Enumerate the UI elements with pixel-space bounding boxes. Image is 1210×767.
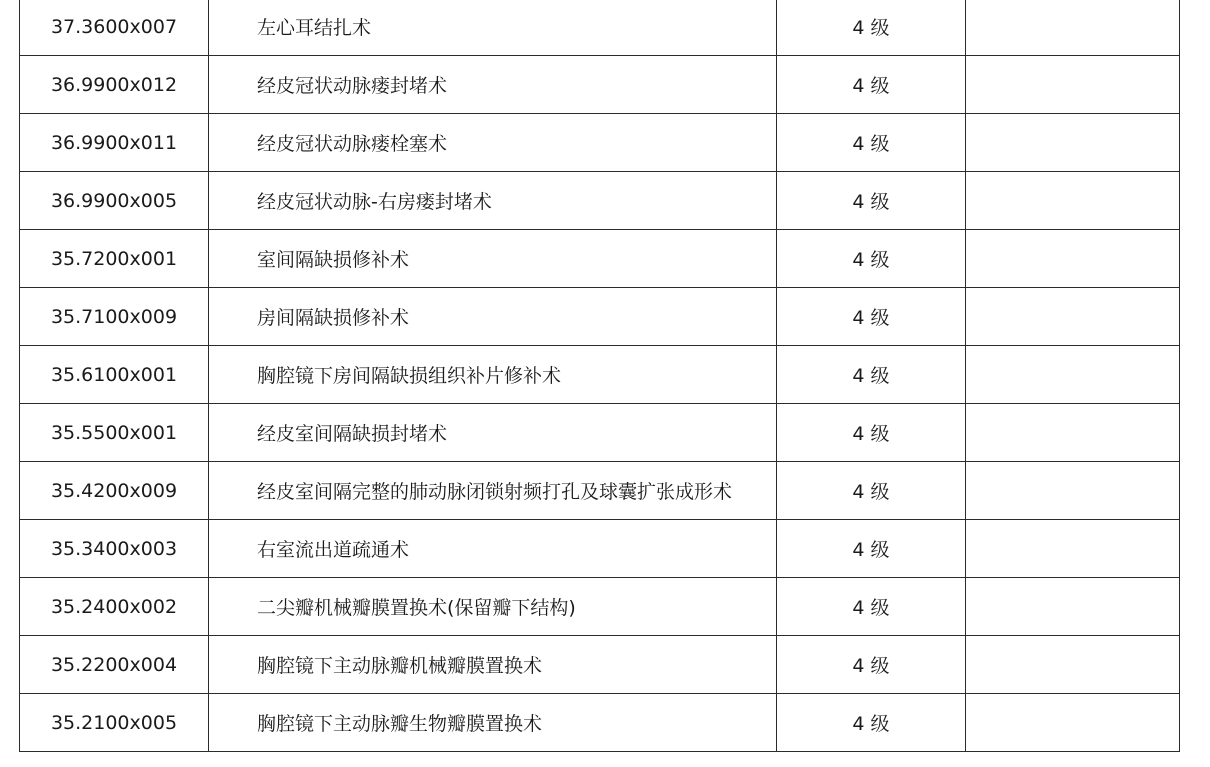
procedure-name-cell: 胸腔镜下主动脉瓣生物瓣膜置换术 (209, 694, 777, 752)
table-row (20, 636, 1180, 694)
procedure-level-cell: 4 级 (777, 230, 966, 288)
procedure-level-cell: 4 级 (777, 114, 966, 172)
procedure-code-cell: 35.6100x001 (20, 346, 209, 404)
procedure-note-cell (966, 636, 1180, 694)
procedure-name-cell: 二尖瓣机械瓣膜置换术(保留瓣下结构) (209, 578, 777, 636)
table-row (20, 56, 1180, 114)
table-row (20, 346, 1180, 404)
table-row (20, 520, 1180, 578)
procedure-name-cell: 左心耳结扎术 (209, 0, 777, 56)
table-row (20, 0, 1180, 56)
procedure-note-cell (966, 0, 1180, 56)
table-row (20, 404, 1180, 462)
procedure-code-cell: 35.3400x003 (20, 520, 209, 578)
procedure-code-cell: 36.9900x005 (20, 172, 209, 230)
procedure-code-cell: 36.9900x011 (20, 114, 209, 172)
procedure-code-cell: 35.7100x009 (20, 288, 209, 346)
procedure-note-cell (966, 520, 1180, 578)
table-row (20, 462, 1180, 520)
procedure-name-cell: 经皮冠状动脉-右房瘘封堵术 (209, 172, 777, 230)
table-row (20, 172, 1180, 230)
procedure-table (19, 0, 1180, 752)
procedure-code-cell: 35.7200x001 (20, 230, 209, 288)
table-row (20, 288, 1180, 346)
procedure-name-cell: 胸腔镜下主动脉瓣机械瓣膜置换术 (209, 636, 777, 694)
procedure-name-cell: 室间隔缺损修补术 (209, 230, 777, 288)
procedure-note-cell (966, 404, 1180, 462)
procedure-code-cell: 35.2100x005 (20, 694, 209, 752)
procedure-code-cell: 35.4200x009 (20, 462, 209, 520)
procedure-level-cell: 4 级 (777, 462, 966, 520)
procedure-name-cell: 右室流出道疏通术 (209, 520, 777, 578)
procedure-name-cell: 经皮冠状动脉瘘封堵术 (209, 56, 777, 114)
procedure-note-cell (966, 172, 1180, 230)
procedure-name-cell: 经皮室间隔缺损封堵术 (209, 404, 777, 462)
procedure-code-cell: 36.9900x012 (20, 56, 209, 114)
procedure-table-body (20, 0, 1180, 752)
procedure-name-cell: 经皮室间隔完整的肺动脉闭锁射频打孔及球囊扩张成形术 (209, 462, 777, 520)
procedure-level-cell: 4 级 (777, 172, 966, 230)
table-row (20, 694, 1180, 752)
procedure-note-cell (966, 346, 1180, 404)
table-row (20, 230, 1180, 288)
procedure-code-cell: 35.5500x001 (20, 404, 209, 462)
procedure-level-cell: 4 级 (777, 288, 966, 346)
procedure-level-cell: 4 级 (777, 346, 966, 404)
procedure-level-cell: 4 级 (777, 0, 966, 56)
procedure-code-cell: 37.3600x007 (20, 0, 209, 56)
procedure-name-cell: 房间隔缺损修补术 (209, 288, 777, 346)
procedure-level-cell: 4 级 (777, 520, 966, 578)
procedure-note-cell (966, 56, 1180, 114)
procedure-level-cell: 4 级 (777, 636, 966, 694)
procedure-note-cell (966, 288, 1180, 346)
procedure-note-cell (966, 578, 1180, 636)
table-row (20, 578, 1180, 636)
procedure-code-cell: 35.2200x004 (20, 636, 209, 694)
procedure-level-cell: 4 级 (777, 56, 966, 114)
procedure-note-cell (966, 462, 1180, 520)
procedure-level-cell: 4 级 (777, 694, 966, 752)
procedure-note-cell (966, 230, 1180, 288)
procedure-note-cell (966, 114, 1180, 172)
procedure-code-cell: 35.2400x002 (20, 578, 209, 636)
procedure-name-cell: 胸腔镜下房间隔缺损组织补片修补术 (209, 346, 777, 404)
procedure-note-cell (966, 694, 1180, 752)
procedure-level-cell: 4 级 (777, 578, 966, 636)
procedure-name-cell: 经皮冠状动脉瘘栓塞术 (209, 114, 777, 172)
table-row (20, 114, 1180, 172)
procedure-level-cell: 4 级 (777, 404, 966, 462)
